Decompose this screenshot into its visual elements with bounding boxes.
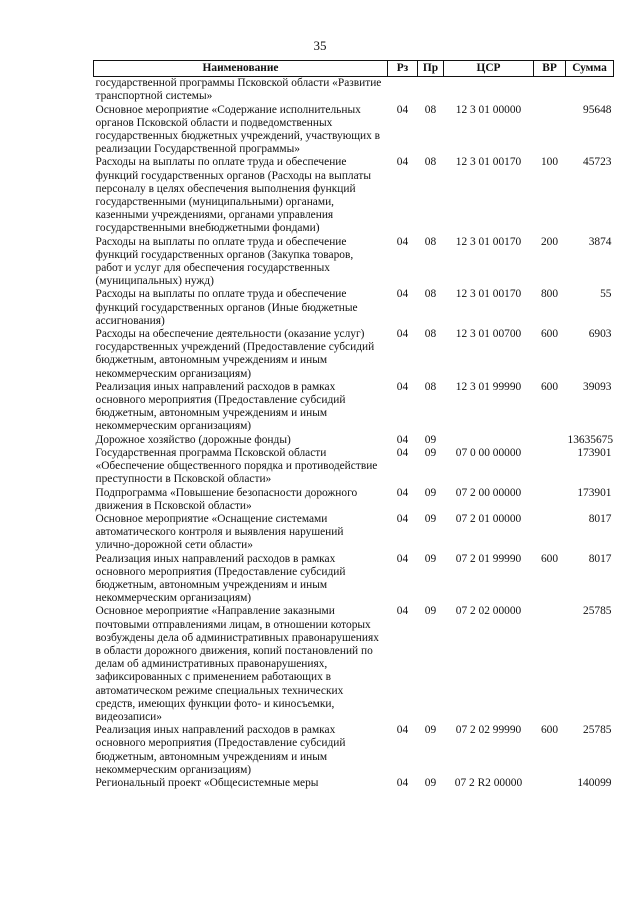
row-pr: 09 <box>424 512 437 525</box>
row-vr: 200 <box>540 235 559 248</box>
header-row <box>94 61 614 77</box>
table-row <box>94 104 614 157</box>
row-name: Расходы на выплаты по оплате труда и обеспечение функций государственных органов (Закупка товаров, работ и услуг для обеспечения государственных (муниципальных) нужд) <box>95 235 354 288</box>
row-pr: 09 <box>424 486 437 499</box>
row-pr: 09 <box>424 446 437 459</box>
row-pr: 09 <box>424 724 437 737</box>
table-header <box>94 61 614 77</box>
row-csr: 12 3 01 00170 <box>455 156 522 169</box>
table-row <box>94 328 614 381</box>
row-sum: 39093 <box>583 380 612 393</box>
row-sum: 25785 <box>583 724 612 737</box>
row-vr <box>534 513 566 553</box>
row-rz <box>388 77 418 104</box>
row-csr: 07 2 R2 00000 <box>454 776 523 789</box>
row-csr: 12 3 01 00170 <box>455 288 522 301</box>
row-csr: 12 3 01 99990 <box>455 380 522 393</box>
row-pr: 08 <box>424 288 437 301</box>
row-vr: 100 <box>540 156 559 169</box>
row-vr: 600 <box>540 328 559 341</box>
row-pr: 08 <box>424 235 437 248</box>
row-vr <box>534 487 566 513</box>
row-sum <box>566 77 614 104</box>
row-name: Реализация иных направлений расходов в рамках основного мероприятия (Предоставление субсидий бюджетным, автономным учреждениям и иным некоммерческим организациям) <box>95 552 346 605</box>
row-sum: 173901 <box>577 486 612 499</box>
header-name: Наименование <box>94 61 388 77</box>
table-row <box>94 288 614 328</box>
table-row <box>94 236 614 289</box>
row-rz: 04 <box>396 103 409 116</box>
row-rz: 04 <box>396 288 409 301</box>
row-rz: 04 <box>396 446 409 459</box>
table-row <box>94 434 614 447</box>
row-rz: 04 <box>396 433 409 446</box>
header-vr: ВР <box>534 61 566 77</box>
row-sum: 8017 <box>588 512 612 525</box>
row-csr: 12 3 01 00170 <box>455 235 522 248</box>
row-pr: 08 <box>424 156 437 169</box>
row-rz: 04 <box>396 724 409 737</box>
row-name: государственной программы Псковской области «Развитие транспортной системы» <box>95 77 382 103</box>
row-vr: 600 <box>540 724 559 737</box>
row-rz: 04 <box>396 486 409 499</box>
row-sum: 173901 <box>577 446 612 459</box>
row-vr: 800 <box>540 288 559 301</box>
row-pr: 08 <box>424 380 437 393</box>
row-name: Основное мероприятие «Направление заказными почтовыми отправлениями лицам, в отношении которых возбуждены дела об административных правонарушениях в области дорожного движения, копий постановлений по делам об административных правонарушениях, зафиксированных с применением работающих в автоматическом режиме специальных технических средств, имеющих функции фото- и киносъемки, видеозаписи» <box>95 605 379 723</box>
row-rz: 04 <box>396 235 409 248</box>
table-row <box>94 77 614 104</box>
row-csr: 07 2 01 99990 <box>455 552 522 565</box>
row-pr: 09 <box>424 776 437 789</box>
row-name: Государственная программа Псковской области «Обеспечение общественного порядка и противодействие преступности в Псковской области» <box>95 446 378 486</box>
row-sum: 8017 <box>588 552 612 565</box>
row-csr: 07 2 02 00000 <box>455 605 522 618</box>
row-rz: 04 <box>396 380 409 393</box>
row-name: Реализация иных направлений расходов в рамках основного мероприятия (Предоставление субсидий бюджетным, автономным учреждениям и иным некоммерческим организациям) <box>95 724 346 776</box>
row-pr: 08 <box>424 103 437 116</box>
row-sum: 25785 <box>583 605 612 618</box>
row-vr: 600 <box>540 552 559 565</box>
table-row <box>94 553 614 606</box>
row-rz: 04 <box>396 605 409 618</box>
row-vr: 600 <box>540 380 559 393</box>
row-name: Расходы на обеспечение деятельности (оказание услуг) государственных учреждений (Предоставление субсидий бюджетным, автономным учреждениям и иным некоммерческим организациям) <box>95 328 375 380</box>
row-rz: 04 <box>396 328 409 341</box>
row-csr: 07 2 02 99990 <box>455 724 522 737</box>
row-pr: 09 <box>424 552 437 565</box>
row-vr <box>534 104 566 157</box>
row-pr: 09 <box>424 605 437 618</box>
header-pr: Пр <box>418 61 444 77</box>
row-rz: 04 <box>396 156 409 169</box>
table-row <box>94 777 614 790</box>
row-csr <box>444 77 534 104</box>
row-sum: 3874 <box>588 235 612 248</box>
row-vr <box>534 447 566 487</box>
row-csr: 12 3 01 00700 <box>455 328 522 341</box>
row-sum: 13635675 <box>567 433 614 446</box>
row-pr <box>418 77 444 104</box>
row-name: Реализация иных направлений расходов в рамках основного мероприятия (Предоставление субсидий бюджетным, автономным учреждениям и иным некоммерческим организациям) <box>95 380 346 433</box>
row-name: Основное мероприятие «Содержание исполнительных органов Псковской области и подведомственных государственных бюджетных учреждений, участвующих в реализации Государственной программы» <box>95 103 381 156</box>
row-name: Подпрограмма «Повышение безопасности дорожного движения в Псковской области» <box>95 486 358 512</box>
row-rz: 04 <box>396 512 409 525</box>
row-name: Дорожное хозяйство (дорожные фонды) <box>95 433 291 446</box>
row-csr: 07 0 00 00000 <box>455 446 522 459</box>
row-name: Расходы на выплаты по оплате труда и обеспечение функций государственных органов (Иные бюджетные ассигнования) <box>95 288 358 327</box>
table-row <box>94 156 614 235</box>
row-name: Региональный проект «Общесистемные меры <box>95 776 319 789</box>
row-rz: 04 <box>396 552 409 565</box>
row-csr <box>444 434 534 447</box>
row-vr <box>534 77 566 104</box>
row-csr: 07 2 00 00000 <box>455 486 522 499</box>
header-sum: Сумма <box>566 61 614 77</box>
table-row <box>94 724 614 777</box>
row-sum: 55 <box>600 288 612 301</box>
table-row <box>94 447 614 487</box>
row-pr: 09 <box>424 433 437 446</box>
row-vr <box>534 605 566 724</box>
table-row <box>94 605 614 724</box>
row-sum: 140099 <box>577 776 612 789</box>
table-body <box>94 77 614 790</box>
row-csr: 07 2 01 00000 <box>455 512 522 525</box>
table-row <box>94 513 614 553</box>
table-row <box>94 381 614 434</box>
row-sum: 45723 <box>583 156 612 169</box>
header-csr: ЦСР <box>444 61 534 77</box>
row-name: Основное мероприятие «Оснащение системами автоматического контроля и выявления нарушений улично-дорожной сети области» <box>95 512 344 552</box>
header-rz: Рз <box>388 61 418 77</box>
row-vr <box>534 777 566 790</box>
row-csr: 12 3 01 00000 <box>455 103 522 116</box>
row-name: Расходы на выплаты по оплате труда и обеспечение функций государственных органов (Расходы на выплаты персоналу в целях обеспечения выполнения функций государственными (муниципальными) органами, казенными учреждениями, органами управления государственными внебюджетными фондами) <box>95 156 371 235</box>
row-sum: 6903 <box>588 328 612 341</box>
row-pr: 08 <box>424 328 437 341</box>
row-sum: 95648 <box>583 103 612 116</box>
budget-table <box>93 60 614 790</box>
page-number: 35 <box>313 38 327 53</box>
row-vr <box>534 434 566 447</box>
table-row <box>94 487 614 513</box>
row-rz: 04 <box>396 776 409 789</box>
